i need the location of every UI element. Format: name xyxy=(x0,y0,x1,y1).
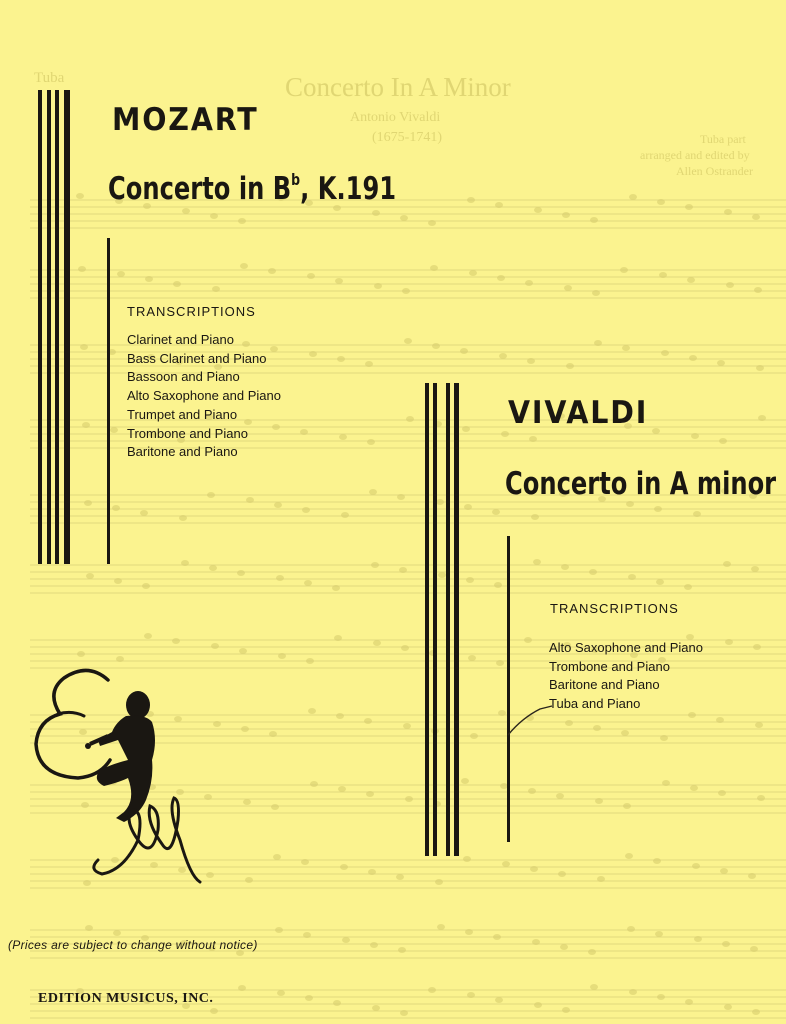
prices-note: (Prices are subject to change without notice) xyxy=(8,938,258,952)
vivaldi-bar-4 xyxy=(454,383,459,856)
ghost-credit-2: arranged and edited by xyxy=(640,148,750,162)
list-item: Clarinet and Piano xyxy=(127,332,234,347)
ghost-title: Concerto In A Minor xyxy=(285,72,511,102)
mozart-bar-3 xyxy=(55,90,59,564)
edition-musicus-logo xyxy=(28,660,213,895)
mozart-transcriptions-list xyxy=(127,331,281,462)
vivaldi-thin-rule xyxy=(507,536,510,842)
ghost-instrument: Tuba xyxy=(34,70,65,86)
list-item: Tuba and Piano xyxy=(549,696,641,712)
ghost-composer: Antonio Vivaldi xyxy=(350,110,441,125)
list-item: Trombone and Piano xyxy=(549,658,670,674)
ghost-dates: (1675-1741) xyxy=(372,130,442,145)
mozart-transcriptions-heading: TRANSCRIPTIONS xyxy=(127,304,256,319)
list-item: Trombone and Piano xyxy=(127,425,248,441)
list-item: Alto Saxophone and Piano xyxy=(127,388,281,404)
vivaldi-bar-2 xyxy=(433,383,437,856)
vivaldi-composer: VIVALDI xyxy=(508,395,649,431)
mozart-bar-1 xyxy=(38,90,42,564)
list-item: Baritone and Piano xyxy=(127,444,238,460)
vivaldi-bar-1 xyxy=(425,383,429,856)
vivaldi-title: Concerto in A minor xyxy=(505,466,777,502)
ghost-credit-3: Allen Ostrander xyxy=(676,164,753,178)
mozart-bar-4 xyxy=(64,90,70,564)
list-item: Bass Clarinet and Piano xyxy=(127,350,267,366)
mozart-title-main: Concerto in B xyxy=(108,171,292,207)
list-item: Baritone and Piano xyxy=(549,677,660,693)
vivaldi-transcriptions-heading: TRANSCRIPTIONS xyxy=(550,601,679,616)
publisher-name: EDITION MUSICUS, INC. xyxy=(38,991,214,1006)
mozart-title xyxy=(108,170,396,207)
mozart-thin-rule xyxy=(107,238,110,564)
mozart-title-rest: , K.191 xyxy=(300,171,397,207)
mozart-composer: MOZART xyxy=(112,102,259,138)
vivaldi-transcriptions-list xyxy=(549,639,703,714)
list-item: Alto Saxophone and Piano xyxy=(549,640,703,655)
mozart-bar-2 xyxy=(47,90,51,564)
vivaldi-bar-3 xyxy=(446,383,450,856)
mozart-title-flat: b xyxy=(291,170,301,189)
pen-tick-mark xyxy=(500,700,560,745)
ghost-credit-1: Tuba part xyxy=(700,132,746,146)
list-item: Bassoon and Piano xyxy=(127,369,240,385)
list-item: Trumpet and Piano xyxy=(127,406,238,422)
